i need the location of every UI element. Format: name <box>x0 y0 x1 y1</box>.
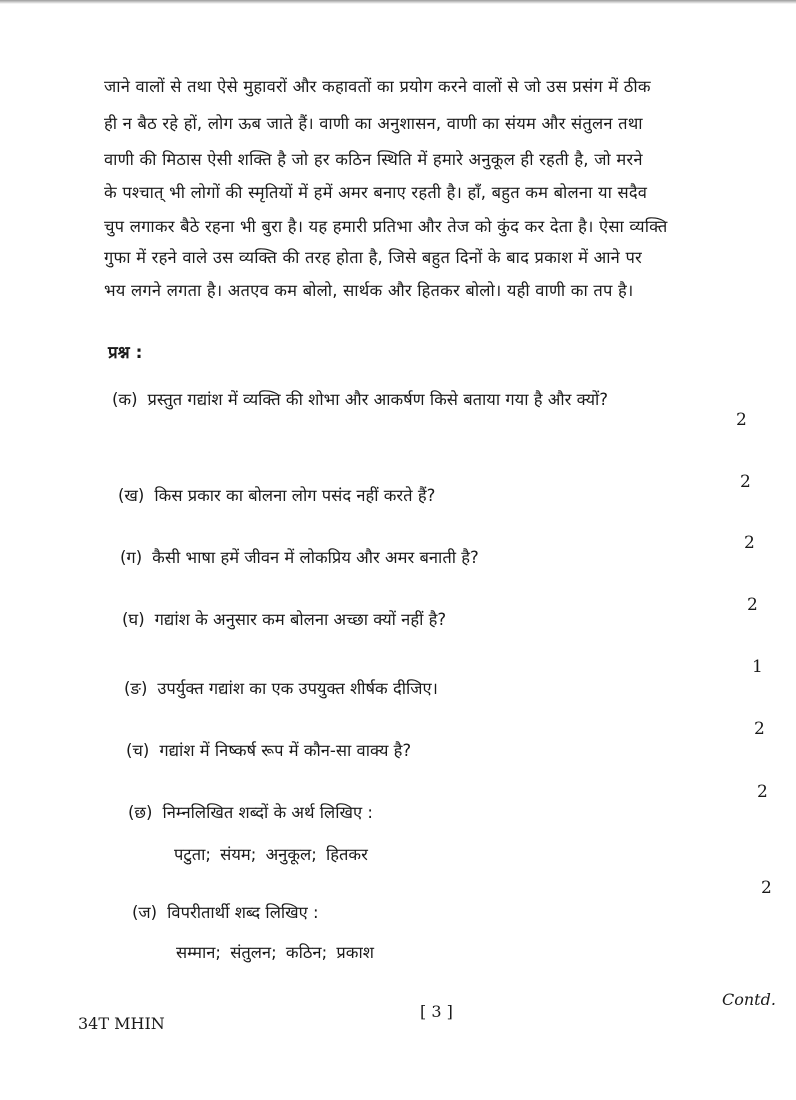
question-cha <box>126 738 411 761</box>
question-text: गद्यांश के अनुसार कम बोलना अच्छा क्यों नहीं है? <box>154 610 447 629</box>
marks: 2 <box>757 782 768 802</box>
question-text: उपर्युक्त गद्यांश का एक उपयुक्त शीर्षक दीजिए। <box>157 679 438 698</box>
continued-note: Contd. <box>722 990 776 1009</box>
marks: 2 <box>740 472 751 492</box>
question-label: (ज) <box>132 903 158 922</box>
passage-line: के पश्चात् भी लोगों की स्मृतियों में हमें अमर बनाए रहती है। हाँ, बहुत कम बोलना या सदैव <box>104 183 648 202</box>
question-label: (ख) <box>118 486 145 505</box>
word-list: पटुता; संयम; अनुकूल; हितकर <box>174 845 368 864</box>
question-label: (ग) <box>120 548 143 567</box>
question-label: (घ) <box>122 610 145 629</box>
passage-line: जाने वालों से तथा ऐसे मुहावरों और कहावतों का प्रयोग करने वालों से जो उस प्रसंग में ठीक <box>104 77 651 96</box>
marks: 2 <box>744 533 755 553</box>
passage-line: चुप लगाकर बैठे रहना भी बुरा है। यह हमारी प्रतिभा और तेज को कुंद कर देता है। ऐसा व्यक्ति <box>104 217 668 236</box>
question-label: (क) <box>112 390 138 409</box>
paper-code: 34T MHIN <box>78 1014 165 1033</box>
question-chha <box>128 800 373 823</box>
question-text: प्रस्तुत गद्यांश में व्यक्ति की शोभा और आकर्षण किसे बताया गया है और क्यों? <box>147 390 609 409</box>
question-text: किस प्रकार का बोलना लोग पसंद नहीं करते हैं? <box>154 486 436 505</box>
marks: 2 <box>736 410 747 430</box>
marks: 2 <box>761 878 772 898</box>
question-label: (ङ) <box>124 679 148 698</box>
page-number: [ 3 ] <box>420 1002 453 1021</box>
marks: 1 <box>752 657 763 677</box>
question-ga <box>120 545 479 568</box>
question-text: विपरीतार्थी शब्द लिखिए : <box>167 903 319 922</box>
question-kha <box>118 483 435 506</box>
question-nga <box>124 676 438 699</box>
passage-line: ही न बैठ रहे हों, लोग ऊब जाते हैं। वाणी का अनुशासन, वाणी का संयम और संतुलन तथा <box>104 114 643 133</box>
questions-heading: प्रश्न : <box>108 343 143 363</box>
passage-line: वाणी की मिठास ऐसी शक्ति है जो हर कठिन स्थिति में हमारे अनुकूल ही रहती है, जो मरने <box>104 150 643 169</box>
question-text: कैसी भाषा हमें जीवन में लोकप्रिय और अमर बनाती है? <box>152 548 479 567</box>
word-list: सम्मान; संतुलन; कठिन; प्रकाश <box>176 943 374 962</box>
marks: 2 <box>747 595 758 615</box>
question-label: (च) <box>126 741 150 760</box>
question-text: निम्नलिखित शब्दों के अर्थ लिखिए : <box>162 803 373 822</box>
scan-top-edge <box>0 0 796 4</box>
passage-line: गुफा में रहने वाले उस व्यक्ति की तरह होता है, जिसे बहुत दिनों के बाद प्रकाश में आने पर <box>104 248 642 267</box>
question-ja <box>132 900 319 923</box>
question-gha <box>122 607 446 630</box>
question-ka <box>112 387 608 410</box>
passage-line: भय लगने लगता है। अतएव कम बोलो, सार्थक और हितकर बोलो। यही वाणी का तप है। <box>104 281 634 300</box>
marks: 2 <box>754 719 765 739</box>
question-text: गद्यांश में निष्कर्ष रूप में कौन-सा वाक्य है? <box>159 741 412 760</box>
question-label: (छ) <box>128 803 153 822</box>
